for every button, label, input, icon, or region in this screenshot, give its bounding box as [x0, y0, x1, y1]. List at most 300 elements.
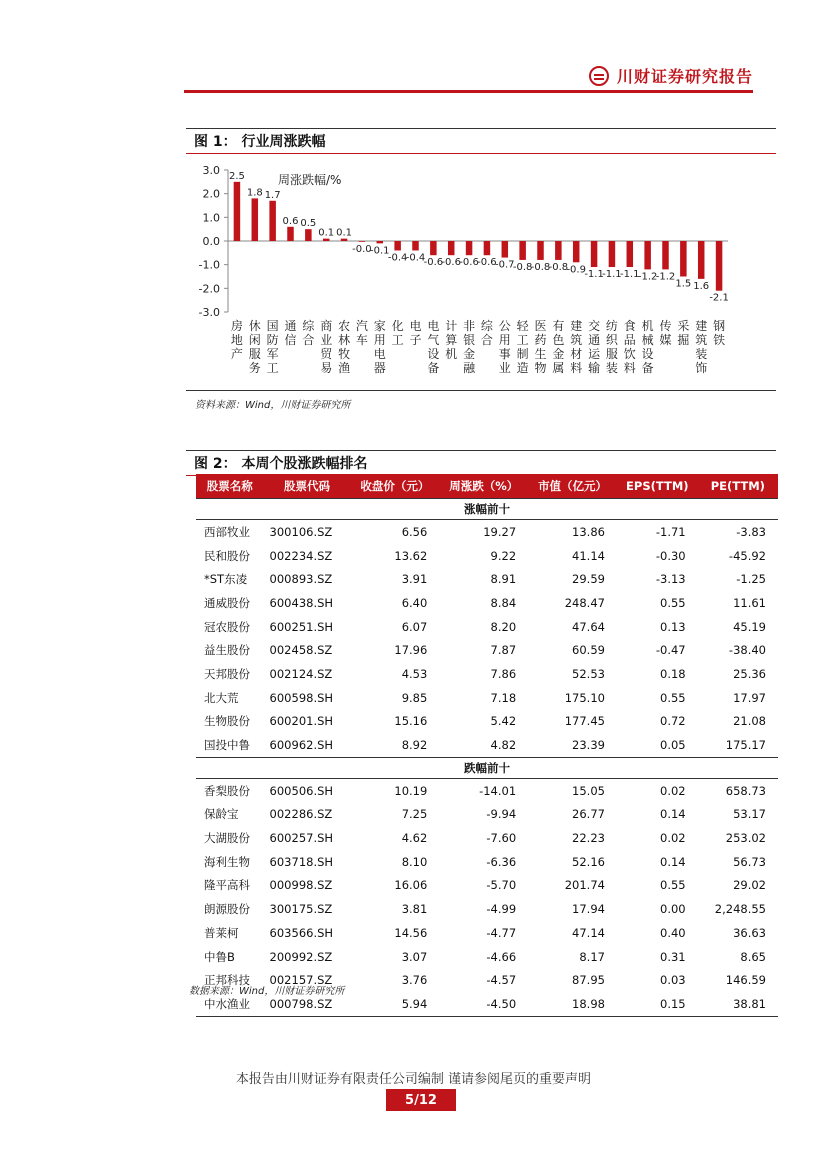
category-label: 汽	[355, 319, 368, 333]
stock-ranking-table	[196, 474, 778, 1017]
category-label: 事	[498, 347, 511, 361]
weekly-change-cell: -6.36	[486, 854, 517, 869]
category-label: 服	[605, 347, 618, 361]
eps-cell: 0.02	[660, 783, 686, 798]
category-label: 械	[641, 333, 654, 347]
bar	[466, 241, 473, 255]
category-label: 业	[320, 333, 333, 347]
close-price-cell: 16.06	[394, 878, 428, 893]
pe-cell: -38.40	[728, 643, 766, 658]
stock-name-cell: 中鲁B	[204, 949, 235, 964]
table-row	[196, 778, 778, 802]
category-label: 医	[534, 319, 547, 333]
bar	[627, 241, 634, 267]
market-cap-cell: 248.47	[564, 595, 605, 610]
category-label: 车	[355, 333, 368, 347]
eps-cell: 0.03	[660, 973, 686, 988]
bar	[448, 241, 455, 255]
close-price-cell: 6.56	[401, 524, 428, 539]
weekly-change-cell: 4.82	[490, 738, 517, 753]
bar	[716, 241, 723, 291]
category-label: 有	[552, 319, 565, 333]
category-label: 掘	[677, 333, 690, 347]
category-label: 筑	[695, 333, 708, 347]
category-label: 建	[695, 319, 708, 333]
bar	[412, 241, 419, 250]
bar-value-label: -1.2	[655, 271, 676, 283]
category-label: 装	[605, 361, 618, 375]
category-label: 器	[373, 361, 386, 375]
table-header-row	[196, 474, 778, 499]
category-label: 服	[248, 347, 261, 361]
pe-cell: 36.63	[733, 925, 766, 940]
bar	[680, 241, 687, 277]
weekly-change-cell: -4.57	[486, 973, 517, 988]
market-cap-cell: 41.14	[572, 548, 605, 563]
category-label: 钢	[713, 319, 726, 333]
market-cap-cell: 52.16	[572, 854, 605, 869]
y-tick-label: 0.0	[202, 235, 220, 248]
close-price-cell: 5.94	[351, 992, 440, 1016]
pe-cell: 658.73	[725, 783, 766, 798]
legend-label: 周涨跌幅/%	[278, 173, 342, 187]
category-label: 家	[373, 319, 386, 333]
stock-name-cell: 民和股份	[204, 548, 250, 563]
bar-value-label: -0.6	[423, 257, 444, 269]
table-row	[196, 567, 778, 591]
bar-value-label: -0.8	[548, 261, 569, 273]
category-label: 易	[320, 361, 333, 375]
bar-value-label: -0.6	[441, 257, 461, 269]
eps-cell: 0.55	[660, 878, 686, 893]
category-label: 色	[552, 333, 565, 347]
bar-value-label: -0.6	[459, 257, 479, 269]
weekly-change-cell: 8.91	[490, 572, 517, 587]
category-label: 备	[641, 361, 654, 375]
stock-name-cell: 西部牧业	[204, 524, 250, 539]
stock-name-cell: 大湖股份	[204, 831, 250, 846]
eps-cell: -1.71	[655, 524, 686, 539]
stock-name-cell: 益生股份	[204, 643, 250, 658]
stock-code-cell: 600438.SH	[269, 595, 334, 610]
bar	[555, 241, 562, 260]
pe-cell: 21.08	[733, 714, 766, 729]
bar-value-label: -0.6	[477, 257, 497, 269]
category-label: 机	[641, 319, 654, 333]
table-row	[196, 874, 778, 898]
bar	[662, 241, 669, 269]
table-row	[196, 733, 778, 757]
market-cap-cell: 8.17	[579, 949, 605, 964]
category-label: 交	[588, 319, 601, 333]
bar-value-label: -0.0	[352, 243, 372, 255]
category-label: 药	[534, 333, 547, 347]
eps-cell: 0.55	[660, 595, 686, 610]
col-header-change: 周涨跌（%）	[439, 474, 528, 499]
table-row	[196, 945, 778, 969]
pe-cell: 253.02	[725, 831, 766, 846]
pe-cell: 11.61	[733, 595, 766, 610]
category-label: 农	[338, 319, 351, 333]
eps-cell: -0.30	[655, 548, 686, 563]
figure2-title-bar	[186, 450, 776, 476]
market-cap-cell: 18.98	[528, 992, 617, 1016]
market-cap-cell: 26.77	[572, 807, 605, 822]
eps-cell: 0.18	[660, 666, 686, 681]
bar-value-label: 0.1	[318, 227, 335, 239]
market-cap-cell: 201.74	[564, 878, 605, 893]
bar-value-label: -0.1	[370, 245, 390, 257]
category-label: 休	[248, 319, 261, 333]
stock-name-cell: 中水渔业	[196, 992, 264, 1016]
bar	[519, 241, 526, 260]
category-label: 银	[463, 333, 476, 347]
bar-value-label: -0.8	[512, 261, 533, 273]
stock-code-cell: 002124.SZ	[269, 666, 333, 681]
category-label: 属	[552, 361, 565, 375]
category-label: 材	[570, 347, 583, 361]
bar-value-label: 0.5	[300, 218, 317, 230]
y-tick-label: -3.0	[198, 306, 220, 319]
stock-code-cell: 000893.SZ	[269, 572, 333, 587]
col-header-name: 股票名称	[196, 474, 264, 499]
weekly-change-cell: -4.99	[486, 902, 517, 917]
eps-cell: 0.14	[660, 854, 686, 869]
market-cap-cell: 13.86	[572, 524, 605, 539]
pe-cell: 2,248.55	[714, 902, 766, 917]
category-label: 料	[623, 361, 636, 375]
pe-cell: -45.92	[728, 548, 766, 563]
figure1-chart	[186, 158, 776, 391]
stock-code-cell: 600598.SH	[269, 690, 334, 705]
category-label: 纺	[605, 319, 618, 333]
table-row	[196, 662, 778, 686]
category-label: 非	[463, 319, 476, 333]
category-label: 织	[605, 333, 618, 347]
close-price-cell: 6.40	[401, 595, 428, 610]
eps-cell: 0.14	[660, 807, 686, 822]
category-label: 融	[463, 361, 476, 375]
market-cap-cell: 177.45	[564, 714, 605, 729]
section-top-gainers	[196, 499, 778, 520]
pe-cell: 45.19	[733, 619, 766, 634]
stock-name-cell: 通威股份	[204, 595, 250, 610]
figure2-title: 图 2： 本周个股涨跌幅排名	[194, 456, 368, 472]
table-row	[196, 520, 778, 544]
header-rule	[184, 90, 753, 93]
category-label: 备	[427, 361, 440, 375]
category-label: 生	[534, 347, 547, 361]
stock-name-cell: 生物股份	[204, 714, 250, 729]
category-label: 防	[266, 333, 279, 347]
category-label: 设	[427, 347, 440, 361]
close-price-cell: 9.85	[401, 690, 428, 705]
stock-name-cell: 隆平高科	[204, 878, 250, 893]
stock-code-cell: 002234.SZ	[269, 548, 333, 563]
bar	[644, 241, 651, 269]
weekly-change-cell: -4.77	[486, 925, 517, 940]
market-cap-cell: 23.39	[572, 738, 605, 753]
bar	[234, 182, 241, 241]
category-label: 合	[480, 333, 493, 347]
category-label: 料	[570, 361, 583, 375]
pe-cell: 29.02	[733, 878, 766, 893]
close-price-cell: 3.07	[401, 949, 428, 964]
stock-code-cell: 000798.SZ	[264, 992, 351, 1016]
bar	[305, 229, 312, 241]
stock-code-cell: 002157.SZ	[269, 973, 333, 988]
figure1-title: 图 1： 行业周涨跌幅	[194, 134, 326, 150]
category-label: 电	[373, 347, 386, 361]
col-header-eps: EPS(TTM)	[617, 474, 698, 499]
category-label: 输	[588, 361, 601, 375]
bar	[377, 241, 384, 243]
market-cap-cell: 22.23	[572, 831, 605, 846]
category-label: 务	[248, 361, 261, 375]
bar	[573, 241, 580, 262]
brand-text: 川财证券研究报告	[616, 67, 753, 86]
close-price-cell: 3.81	[401, 902, 428, 917]
category-label: 贸	[320, 347, 333, 361]
category-label: 计	[445, 319, 458, 333]
weekly-change-cell: -5.70	[486, 878, 517, 893]
category-label: 综	[480, 319, 493, 333]
category-label: 商	[320, 319, 333, 333]
bar	[537, 241, 544, 260]
pe-cell: -1.25	[736, 572, 766, 587]
eps-cell: -0.47	[655, 643, 686, 658]
category-label: 房	[230, 319, 243, 333]
category-label: 通	[284, 319, 297, 333]
y-tick-label: -1.0	[198, 258, 220, 272]
weekly-change-cell: 9.22	[490, 548, 517, 563]
stock-code-cell: 603566.SH	[269, 925, 334, 940]
bar-value-label: -1.1	[620, 269, 640, 281]
table-row	[196, 850, 778, 874]
close-price-cell: 4.53	[401, 666, 428, 681]
bar	[269, 201, 276, 241]
market-cap-cell: 47.14	[572, 925, 605, 940]
weekly-change-cell: -14.01	[479, 783, 517, 798]
bar	[252, 198, 259, 241]
stock-name-cell: *ST东凌	[204, 572, 248, 587]
category-label: 产	[230, 347, 243, 361]
bar	[609, 241, 616, 267]
stock-code-cell: 603718.SH	[269, 854, 334, 869]
y-tick-label: 1.0	[202, 211, 220, 225]
bar-value-label: 2.5	[228, 170, 245, 182]
figure1-title-bar	[186, 128, 776, 154]
weekly-change-cell: 5.42	[490, 714, 517, 729]
pe-cell: -3.83	[736, 524, 766, 539]
stock-name-cell: 普莱柯	[204, 925, 239, 940]
stock-code-cell: 300106.SZ	[269, 524, 333, 539]
eps-cell: -3.13	[655, 572, 686, 587]
category-label: 闲	[248, 333, 261, 347]
eps-cell: 0.55	[660, 690, 686, 705]
col-header-code: 股票代码	[264, 474, 351, 499]
stock-code-cell: 002458.SZ	[269, 643, 333, 658]
stock-name-cell: 正邦科技	[204, 973, 250, 988]
table-row	[196, 686, 778, 710]
category-label: 设	[641, 347, 654, 361]
stock-name-cell: 冠农股份	[204, 619, 250, 634]
bar	[502, 241, 509, 258]
pe-cell: 175.17	[725, 738, 766, 753]
category-label: 地	[230, 333, 243, 347]
stock-name-cell: 香梨股份	[204, 783, 250, 798]
category-label: 用	[373, 333, 386, 347]
bar	[698, 241, 705, 279]
bar-value-label: 1.6	[693, 280, 710, 292]
close-price-cell: 3.76	[401, 973, 428, 988]
stock-code-cell: 600257.SH	[269, 831, 334, 846]
category-label: 业	[498, 361, 511, 375]
bar-value-label: -0.8	[530, 261, 551, 273]
category-label: 金	[552, 347, 565, 361]
bar	[323, 239, 330, 241]
market-cap-cell: 87.95	[572, 973, 605, 988]
bar	[430, 241, 437, 255]
weekly-change-cell: 8.20	[490, 619, 517, 634]
weekly-change-cell: 7.86	[490, 666, 517, 681]
section-label: 涨幅前十	[196, 499, 778, 520]
category-label: 渔	[338, 361, 351, 375]
category-label: 食	[623, 319, 636, 333]
eps-cell: 0.00	[660, 902, 686, 917]
category-label: 算	[445, 333, 458, 347]
eps-cell: 0.02	[660, 831, 686, 846]
bar-value-label: -1.2	[637, 271, 658, 283]
y-tick-label: 2.0	[202, 187, 220, 201]
category-label: 金	[463, 347, 476, 361]
weekly-change-cell: -9.94	[486, 807, 517, 822]
table-row	[196, 897, 778, 921]
bar-value-label: 1.5	[675, 278, 692, 290]
category-label: 用	[498, 333, 511, 347]
y-tick-label: 3.0	[202, 164, 220, 177]
table-row	[196, 826, 778, 850]
stock-name-cell: 国投中鲁	[204, 738, 250, 753]
market-cap-cell: 60.59	[572, 643, 605, 658]
stock-code-cell: 600962.SH	[269, 738, 334, 753]
weekly-change-cell: 8.84	[490, 595, 517, 610]
col-header-mktcap: 市值（亿元）	[528, 474, 617, 499]
weekly-change-cell: -4.50	[439, 992, 528, 1016]
stock-code-cell: 600251.SH	[269, 619, 334, 634]
bar-value-label: -0.9	[566, 264, 586, 276]
close-price-cell: 17.96	[394, 643, 428, 658]
close-price-cell: 4.62	[401, 831, 428, 846]
category-label: 电	[409, 319, 422, 333]
eps-cell: 0.05	[660, 738, 686, 753]
pe-cell: 146.59	[725, 973, 766, 988]
market-cap-cell: 15.05	[572, 783, 605, 798]
category-label: 饮	[623, 347, 636, 361]
category-label: 化	[391, 319, 404, 333]
category-label: 饰	[695, 361, 708, 375]
stock-code-cell: 000998.SZ	[269, 878, 333, 893]
close-price-cell: 13.62	[394, 548, 428, 563]
category-label: 通	[588, 333, 601, 347]
eps-cell: 0.13	[660, 619, 686, 634]
bar-value-label: -2.1	[709, 292, 729, 304]
section-top-losers	[196, 757, 778, 778]
table-row	[196, 615, 778, 639]
category-label: 筑	[570, 333, 583, 347]
category-label: 子	[409, 333, 422, 347]
brand-logo-icon	[589, 66, 609, 86]
table-row	[196, 710, 778, 734]
bar	[341, 239, 348, 241]
close-price-cell: 14.56	[394, 925, 428, 940]
table-row	[196, 638, 778, 662]
category-label: 工	[516, 333, 529, 347]
col-header-pe: PE(TTM)	[698, 474, 778, 499]
table-row	[196, 921, 778, 945]
weekly-change-cell: 7.18	[490, 690, 517, 705]
bar	[394, 241, 401, 250]
category-label: 军	[266, 347, 279, 361]
category-label: 合	[302, 333, 315, 347]
category-label: 轻	[516, 319, 529, 333]
bar	[359, 241, 366, 242]
market-cap-cell: 29.59	[572, 572, 605, 587]
eps-cell: 0.31	[660, 949, 686, 964]
stock-name-cell: 海利生物	[204, 854, 250, 869]
bar-value-label: 1.8	[246, 187, 263, 199]
market-cap-cell: 17.94	[572, 902, 605, 917]
category-label: 媒	[659, 333, 672, 347]
category-label: 公	[498, 319, 511, 333]
pe-cell: 56.73	[733, 854, 766, 869]
bar-value-label: -1.1	[602, 269, 622, 281]
category-label: 物	[534, 361, 547, 375]
close-price-cell: 7.25	[401, 807, 428, 822]
close-price-cell: 3.91	[401, 572, 428, 587]
category-label: 工	[391, 333, 404, 347]
eps-cell: 0.40	[660, 925, 686, 940]
category-label: 建	[570, 319, 583, 333]
category-label: 机	[445, 347, 458, 361]
pe-cell: 17.97	[733, 690, 766, 705]
figure1-source: 资料来源：Wind，川财证券研究所	[195, 400, 351, 411]
stock-code-cell: 002286.SZ	[269, 807, 333, 822]
close-price-cell: 8.10	[401, 854, 428, 869]
bar-value-label: 0.6	[282, 215, 299, 227]
eps-cell: 0.15	[617, 992, 698, 1016]
category-label: 电	[427, 319, 440, 333]
stock-name-cell: 北大荒	[204, 690, 239, 705]
bar-chart	[186, 158, 776, 390]
pe-cell: 38.81	[698, 992, 778, 1016]
bar-value-label: 1.7	[264, 189, 281, 201]
table-row	[196, 591, 778, 615]
bar-value-label: -0.4	[405, 252, 426, 264]
bar	[591, 241, 598, 267]
category-label: 造	[516, 361, 529, 375]
category-label: 工	[266, 361, 279, 375]
pe-cell: 25.36	[733, 666, 766, 681]
bar	[484, 241, 491, 255]
section-label: 跌幅前十	[196, 757, 778, 778]
weekly-change-cell: -4.66	[486, 949, 517, 964]
bar	[287, 227, 294, 241]
weekly-change-cell: 7.87	[490, 643, 517, 658]
pe-cell: 53.17	[733, 807, 766, 822]
pe-cell: 8.65	[740, 949, 766, 964]
close-price-cell: 6.07	[401, 619, 428, 634]
